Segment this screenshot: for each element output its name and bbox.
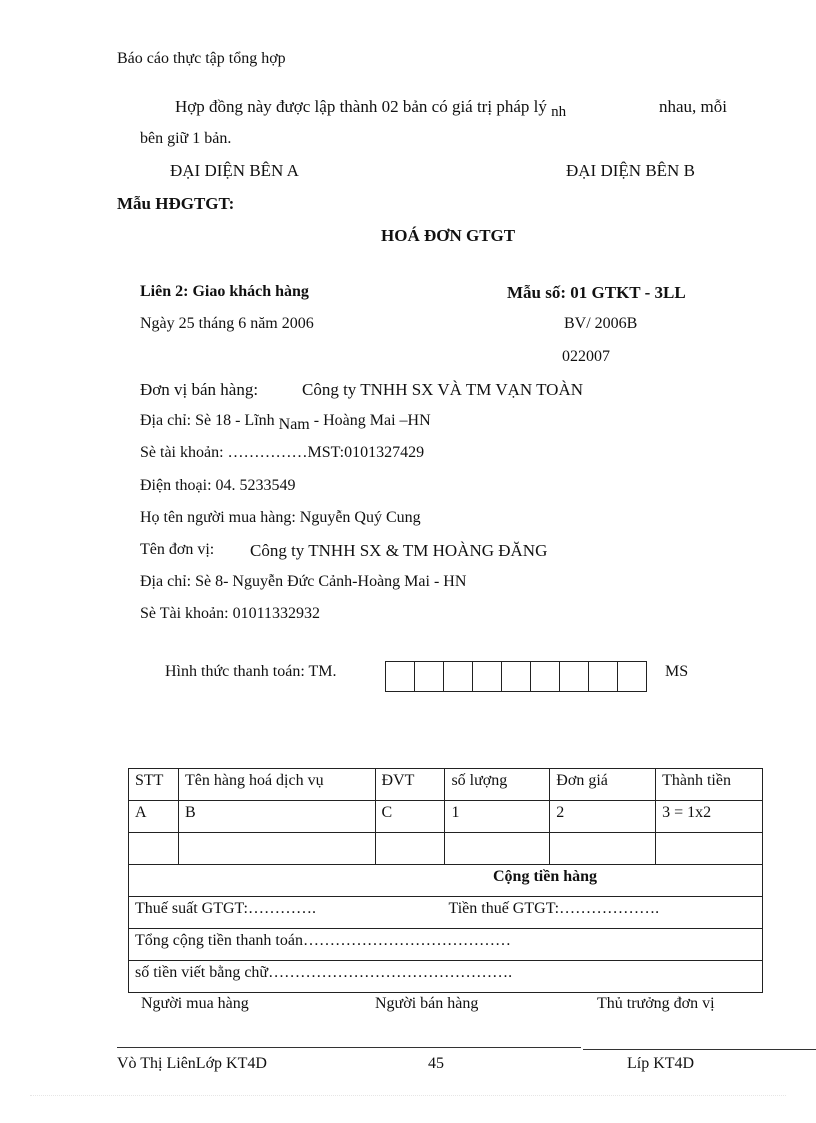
table-cell: 2 (550, 801, 656, 833)
header-quantity: số lượng (445, 769, 550, 801)
table-cell (129, 833, 179, 865)
seller-address (140, 412, 431, 433)
contract-line-1-end: nhau, mỗi (659, 97, 727, 116)
contract-line-2: bên giữ 1 bản. (140, 130, 232, 147)
header-stt: STT (129, 769, 179, 801)
footer-rule-right (583, 1049, 816, 1050)
header-amount: Thành tiền (656, 769, 763, 801)
vat-cell (129, 897, 763, 929)
contract-line-1-nh: nh (551, 104, 567, 120)
buyer-unit-label: Tên đơn vị: (140, 541, 215, 558)
table-cell (178, 833, 375, 865)
page-bottom-border (30, 1095, 786, 1096)
vat-rate: Thuế suất GTGT:…………. (135, 900, 316, 917)
tax-code-box (415, 661, 444, 692)
table-cell (656, 833, 763, 865)
buyer-name: Họ tên người mua hàng: Nguyễn Quý Cung (140, 509, 421, 526)
report-header: Báo cáo thực tập tổng hợp (117, 50, 286, 67)
table-cell: 3 = 1x2 (656, 801, 763, 833)
total-payment: Tổng cộng tiền thanh toán………………………………… (129, 929, 763, 961)
representative-a: ĐẠI DIỆN BÊN A (170, 161, 299, 180)
invoice-series: BV/ 2006B (564, 315, 638, 332)
vat-row (129, 897, 763, 929)
table-cell: B (178, 801, 375, 833)
footer-class: Líp KT4D (627, 1055, 695, 1072)
contract-line-1 (175, 97, 567, 120)
header-unit: ĐVT (375, 769, 445, 801)
footer-author: Vò Thị LiênLớp KT4D (117, 1055, 267, 1072)
table-row (129, 801, 763, 833)
representative-b: ĐẠI DIỆN BÊN B (566, 161, 695, 180)
seller-address-part-2: - Hoàng Mai –HN (313, 412, 431, 429)
header-item-name: Tên hàng hoá dịch vụ (178, 769, 375, 801)
table-cell (375, 833, 445, 865)
tax-code-box (531, 661, 560, 692)
footer-rule-left (117, 1047, 581, 1048)
seller-label: Đơn vị bán hàng: (140, 380, 259, 399)
tax-code-box (444, 661, 473, 692)
table-cell: 1 (445, 801, 550, 833)
invoice-title: HOÁ ĐƠN GTGT (381, 226, 516, 245)
table-row-empty (129, 833, 763, 865)
signature-buyer: Người mua hàng (141, 995, 249, 1012)
payment-method: Hình thức thanh toán: TM. (165, 663, 337, 680)
signature-head: Thủ trưởng đơn vị (597, 995, 715, 1012)
subtotal-label: Cộng tiền hàng (129, 865, 763, 897)
tax-code-boxes (385, 661, 647, 691)
tax-code-box (618, 661, 647, 692)
total-row (129, 929, 763, 961)
buyer-unit-name: Công ty TNHH SX & TM HOÀNG ĐĂNG (250, 541, 548, 560)
page-number: 45 (428, 1055, 444, 1072)
seller-name: Công ty TNHH SX VÀ TM VẠN TOÀN (302, 380, 584, 399)
tax-code-box (473, 661, 502, 692)
form-number: Mẫu số: 01 GTKT - 3LL (507, 283, 686, 302)
tax-code-box (502, 661, 531, 692)
words-row (129, 961, 763, 993)
tax-code-box (589, 661, 618, 692)
contract-line-1-text: Hợp đồng này được lập thành 02 bản có giá trị pháp lý (175, 97, 547, 116)
seller-address-part-1: Địa chỉ: Sè 18 - Lĩnh (140, 412, 275, 429)
template-label: Mẫu HĐGTGT: (117, 194, 235, 213)
table-cell: C (375, 801, 445, 833)
header-unit-price: Đơn giá (550, 769, 656, 801)
table-cell (550, 833, 656, 865)
subtotal-row (129, 865, 763, 897)
table-cell: A (129, 801, 179, 833)
table-header-row (129, 769, 763, 801)
copy-label: Liên 2: Giao khách hàng (140, 283, 309, 300)
invoice-number: 022007 (562, 348, 610, 365)
amount-in-words: số tiền viết bằng chữ………………………………………. (129, 961, 763, 993)
signature-seller: Người bán hàng (375, 995, 479, 1012)
seller-phone: Điện thoại: 04. 5233549 (140, 477, 296, 494)
ms-label: MS (665, 663, 689, 680)
invoice-date: Ngày 25 tháng 6 năm 2006 (140, 315, 314, 332)
invoice-table (128, 768, 763, 993)
vat-amount: Tiền thuế GTGT:………………. (448, 900, 660, 917)
tax-code-box (385, 661, 415, 692)
tax-code-box (560, 661, 589, 692)
buyer-address: Địa chỉ: Sè 8- Nguyễn Đức Cảnh-Hoàng Mai - HN (140, 573, 467, 590)
seller-address-nam: Nam (278, 416, 310, 433)
seller-account: Sè tài khoản: ……………MST:0101327429 (140, 444, 425, 461)
table-cell (445, 833, 550, 865)
buyer-account: Sè Tài khoản: 01011332932 (140, 605, 320, 622)
